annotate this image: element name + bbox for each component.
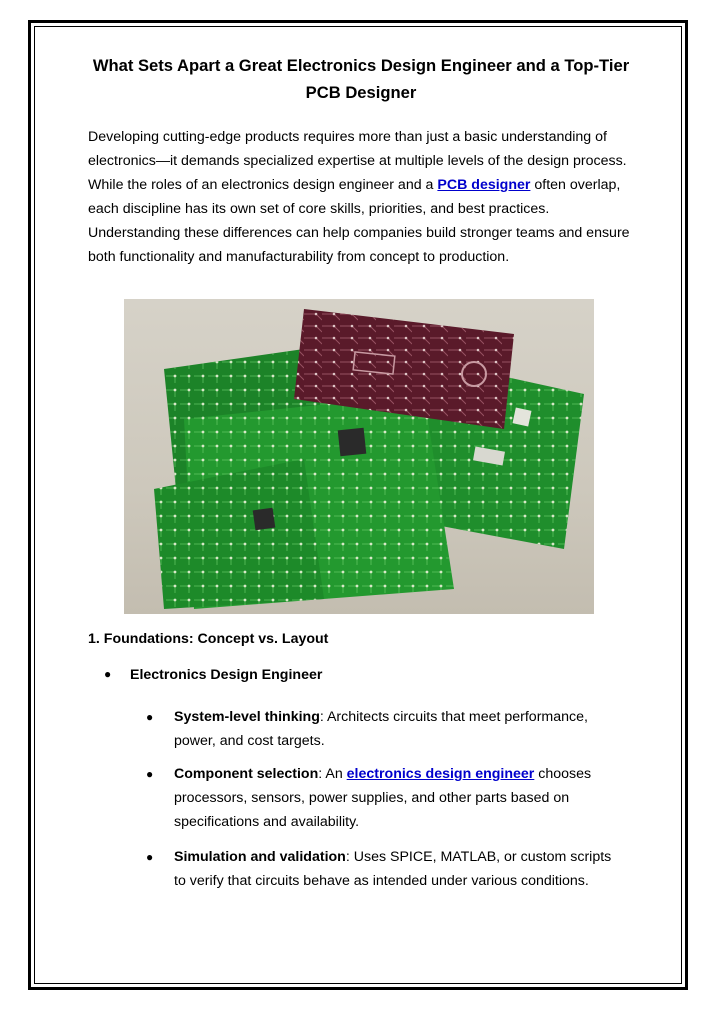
pcb-designer-link[interactable]: PCB designer xyxy=(437,177,531,193)
bullet-icon: ● xyxy=(146,850,154,864)
pcb-illustration xyxy=(124,299,594,614)
item-term: Component selection xyxy=(174,766,319,782)
list-item-component-selection xyxy=(146,762,616,834)
item-text-post: chooses processors, sensors, power supplies, and other parts based on specifications and availability. xyxy=(174,766,592,830)
intro-text-after: often overlap, each discipline has its own set of core skills, priorities, and best practices. Understanding these differences can help companies build stronger teams and ensure both functionality and manufacturability from concept to production. xyxy=(88,177,630,265)
item-text: : Uses SPICE, MATLAB, or custom scripts to verify that circuits behave as intended under various conditions. xyxy=(174,849,612,889)
bullet-icon: ● xyxy=(146,767,154,781)
page-title: What Sets Apart a Great Electronics Design Engineer and a Top-Tier PCB Designer xyxy=(92,56,630,102)
pcb-boards-photo xyxy=(124,299,594,614)
list-item-simulation-and-validation xyxy=(146,845,616,893)
bullet-icon: ● xyxy=(146,710,154,724)
intro-text-before: Developing cutting-edge products requires more than just a basic understanding of electronics—it demands specialized expertise at multiple levels of the design process. While the roles of an electronics design engineer and a xyxy=(88,129,627,193)
item-term: Simulation and validation xyxy=(174,849,346,865)
list-item-system-level-thinking xyxy=(146,705,616,753)
item-term: System-level thinking xyxy=(174,709,320,725)
group-title: Electronics Design Engineer xyxy=(130,667,323,683)
section-heading-foundations: 1. Foundations: Concept vs. Layout xyxy=(88,631,329,647)
item-text: : Architects circuits that meet performance, power, and cost targets. xyxy=(174,709,588,749)
electronics-design-engineer-link[interactable]: electronics design engineer xyxy=(346,766,535,782)
item-text-pre: : An xyxy=(318,766,347,782)
article xyxy=(88,52,634,269)
bullet-icon: ● xyxy=(104,667,112,681)
intro-paragraph xyxy=(88,125,634,269)
